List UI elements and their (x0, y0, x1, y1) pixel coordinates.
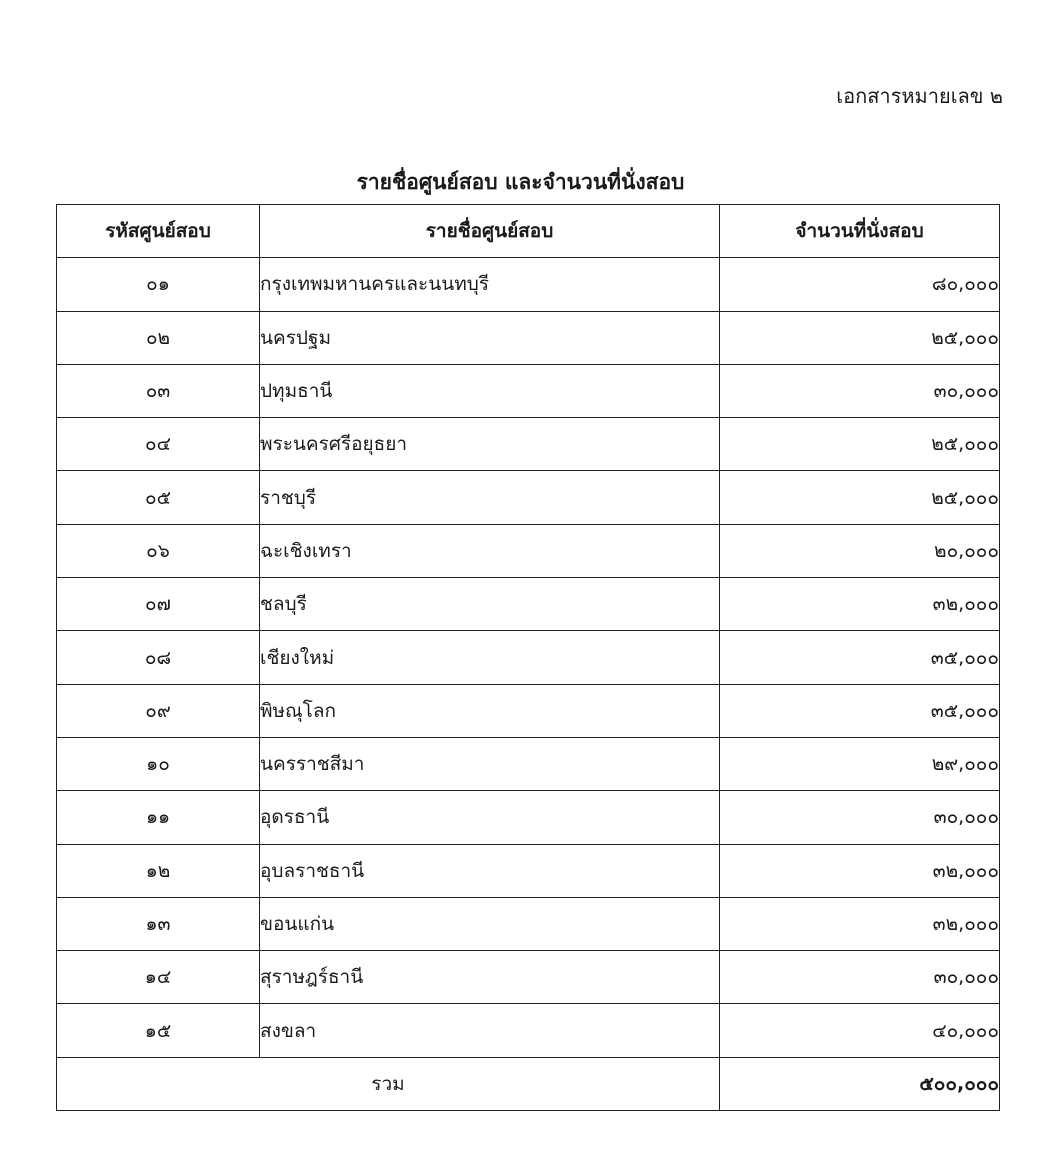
seat-count: ๓๕,๐๐๐ (720, 684, 1000, 737)
center-code: ๐๘ (57, 631, 260, 684)
center-name: ชลบุรี (260, 578, 720, 631)
center-code: ๐๔ (57, 418, 260, 471)
center-code: ๐๖ (57, 524, 260, 577)
header-seats: จำนวนที่นั่งสอบ (720, 205, 1000, 258)
center-name: สุราษฎร์ธานี (260, 951, 720, 1004)
center-code: ๐๗ (57, 578, 260, 631)
seat-count: ๔๐,๐๐๐ (720, 1004, 1000, 1057)
center-name: นครปฐม (260, 311, 720, 364)
center-name: พิษณุโลก (260, 684, 720, 737)
center-name: กรุงเทพมหานครและนนทบุรี (260, 258, 720, 311)
total-value: ๕๐๐,๐๐๐ (720, 1057, 1000, 1110)
center-code: ๑๔ (57, 951, 260, 1004)
center-name: ปทุมธานี (260, 364, 720, 417)
seat-count: ๒๕,๐๐๐ (720, 311, 1000, 364)
table-row (57, 844, 1000, 897)
table-row (57, 311, 1000, 364)
table-row (57, 471, 1000, 524)
table-row (57, 737, 1000, 790)
center-name: ราชบุรี (260, 471, 720, 524)
center-code: ๐๒ (57, 311, 260, 364)
center-name: เชียงใหม่ (260, 631, 720, 684)
center-code: ๐๑ (57, 258, 260, 311)
table-row (57, 684, 1000, 737)
table-row (57, 631, 1000, 684)
center-code: ๐๕ (57, 471, 260, 524)
center-name: ฉะเชิงเทรา (260, 524, 720, 577)
table-header-row (57, 205, 1000, 258)
document-number: เอกสารหมายเลข ๒ (836, 84, 1003, 108)
table-row (57, 258, 1000, 311)
seat-count: ๓๕,๐๐๐ (720, 631, 1000, 684)
page-title: รายชื่อศูนย์สอบ และจำนวนที่นั่งสอบ (356, 170, 685, 194)
table-row (57, 897, 1000, 950)
center-code: ๑๒ (57, 844, 260, 897)
exam-centers-table (56, 204, 1000, 1111)
center-name: อุดรธานี (260, 791, 720, 844)
total-row (57, 1057, 1000, 1110)
center-name: สงขลา (260, 1004, 720, 1057)
seat-count: ๓๒,๐๐๐ (720, 844, 1000, 897)
seat-count: ๒๐,๐๐๐ (720, 524, 1000, 577)
table-row (57, 364, 1000, 417)
header-name: รายชื่อศูนย์สอบ (260, 205, 720, 258)
center-code: ๐๙ (57, 684, 260, 737)
table-row (57, 524, 1000, 577)
table-row (57, 578, 1000, 631)
table-row (57, 951, 1000, 1004)
seat-count: ๒๕,๐๐๐ (720, 471, 1000, 524)
table-row (57, 791, 1000, 844)
seat-count: ๓๒,๐๐๐ (720, 578, 1000, 631)
seat-count: ๒๕,๐๐๐ (720, 418, 1000, 471)
seat-count: ๓๒,๐๐๐ (720, 897, 1000, 950)
center-name: นครราชสีมา (260, 737, 720, 790)
center-code: ๑๐ (57, 737, 260, 790)
table-row (57, 1004, 1000, 1057)
seat-count: ๓๐,๐๐๐ (720, 791, 1000, 844)
center-code: ๑๑ (57, 791, 260, 844)
seat-count: ๘๐,๐๐๐ (720, 258, 1000, 311)
center-code: ๑๓ (57, 897, 260, 950)
center-name: พระนครศรีอยุธยา (260, 418, 720, 471)
seat-count: ๓๐,๐๐๐ (720, 951, 1000, 1004)
table-row (57, 418, 1000, 471)
center-code: ๑๕ (57, 1004, 260, 1057)
center-code: ๐๓ (57, 364, 260, 417)
seat-count: ๓๐,๐๐๐ (720, 364, 1000, 417)
center-name: ขอนแก่น (260, 897, 720, 950)
seat-count: ๒๙,๐๐๐ (720, 737, 1000, 790)
header-code: รหัสศูนย์สอบ (57, 205, 260, 258)
total-label: รวม (57, 1057, 720, 1110)
center-name: อุบลราชธานี (260, 844, 720, 897)
